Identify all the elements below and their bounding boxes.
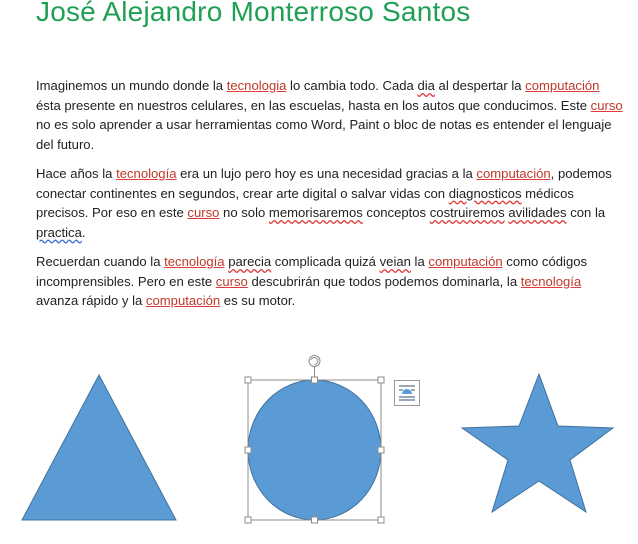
text-run: complicada quizá: [271, 254, 380, 269]
word-computacion[interactable]: computación: [145, 293, 221, 308]
text-run: médicos precisos. Por eso en este: [36, 185, 574, 220]
word-practica[interactable]: practica: [36, 224, 82, 240]
text-run: es su motor.: [220, 293, 296, 308]
resize-handle-s[interactable]: [312, 517, 318, 523]
paragraph-3[interactable]: [36, 252, 626, 311]
text-run: conceptos: [362, 205, 430, 220]
resize-handle-n[interactable]: [312, 377, 318, 383]
document-body[interactable]: [36, 76, 626, 321]
star-shape[interactable]: [462, 374, 613, 512]
text-run: no solo: [219, 205, 269, 220]
rotate-handle-icon[interactable]: [309, 356, 320, 367]
text-run: Imaginemos un mundo donde la: [36, 78, 227, 93]
text-run: con la: [566, 205, 606, 220]
word-tecnologia[interactable]: tecnología: [116, 166, 177, 181]
circle-shape[interactable]: [248, 380, 381, 520]
word-computacion[interactable]: computación: [525, 78, 600, 93]
word-diagnosticos[interactable]: diagnosticos: [448, 185, 522, 201]
resize-handle-w[interactable]: [245, 447, 251, 453]
word-curso[interactable]: curso: [187, 205, 220, 220]
word-computacion[interactable]: computación: [428, 254, 503, 269]
word-tecnologia[interactable]: tecnología: [520, 273, 582, 289]
text-run: era un lujo pero hoy es una necesidad gracias a la: [176, 166, 477, 181]
resize-handle-nw[interactable]: [245, 377, 251, 383]
resize-handle-sw[interactable]: [245, 517, 251, 523]
word-computacion[interactable]: computación: [476, 166, 551, 181]
text-run: .: [81, 224, 86, 240]
text-run: Hace años la: [36, 166, 117, 181]
word-avilidades[interactable]: avilidades: [508, 205, 567, 220]
word-tecnologia[interactable]: tecnología: [164, 254, 225, 269]
resize-handle-e[interactable]: [378, 447, 384, 453]
word-veian[interactable]: veian: [379, 254, 411, 269]
layout-options-icon[interactable]: [394, 380, 420, 406]
word-tecnologia[interactable]: tecnologia: [226, 78, 287, 93]
triangle-shape[interactable]: [22, 375, 176, 520]
text-run: la: [410, 254, 429, 269]
word-parecia[interactable]: parecia: [228, 254, 272, 269]
shapes-canvas: [0, 340, 638, 544]
word-costruiremos[interactable]: costruiremos: [429, 205, 505, 220]
word-memorisaremos[interactable]: memorisaremos: [268, 205, 363, 220]
paragraph-2[interactable]: [36, 164, 626, 242]
text-run: como códigos incomprensibles. Pero en este: [36, 254, 588, 289]
resize-handle-ne[interactable]: [378, 377, 384, 383]
word-curso[interactable]: curso: [590, 97, 623, 113]
word-dia[interactable]: dia: [417, 78, 435, 93]
paragraph-1[interactable]: [36, 76, 626, 154]
resize-handle-se[interactable]: [378, 517, 384, 523]
text-run: al despertar la: [434, 78, 526, 93]
text-run: avanza rápido y la: [36, 293, 146, 308]
text-run: lo cambia todo. Cada: [286, 78, 418, 93]
word-curso[interactable]: curso: [215, 273, 248, 289]
text-run: ésta presente en nuestros celulares, en las escuelas, hasta en los autos que conducimos. Este: [36, 97, 591, 113]
text-run: descubrirán que todos podemos dominarla, la: [247, 273, 521, 289]
text-run: , podemos conectar continentes en segundos, crear arte digital o salvar vidas con: [36, 166, 612, 201]
text-run: Recuerdan cuando la: [36, 254, 165, 269]
text-run: no es solo aprender a usar herramientas como Word, Paint o bloc de notas es entender el lenguaje del futuro.: [36, 117, 612, 152]
document-title: José Alejandro Monterroso Santos: [36, 0, 471, 27]
